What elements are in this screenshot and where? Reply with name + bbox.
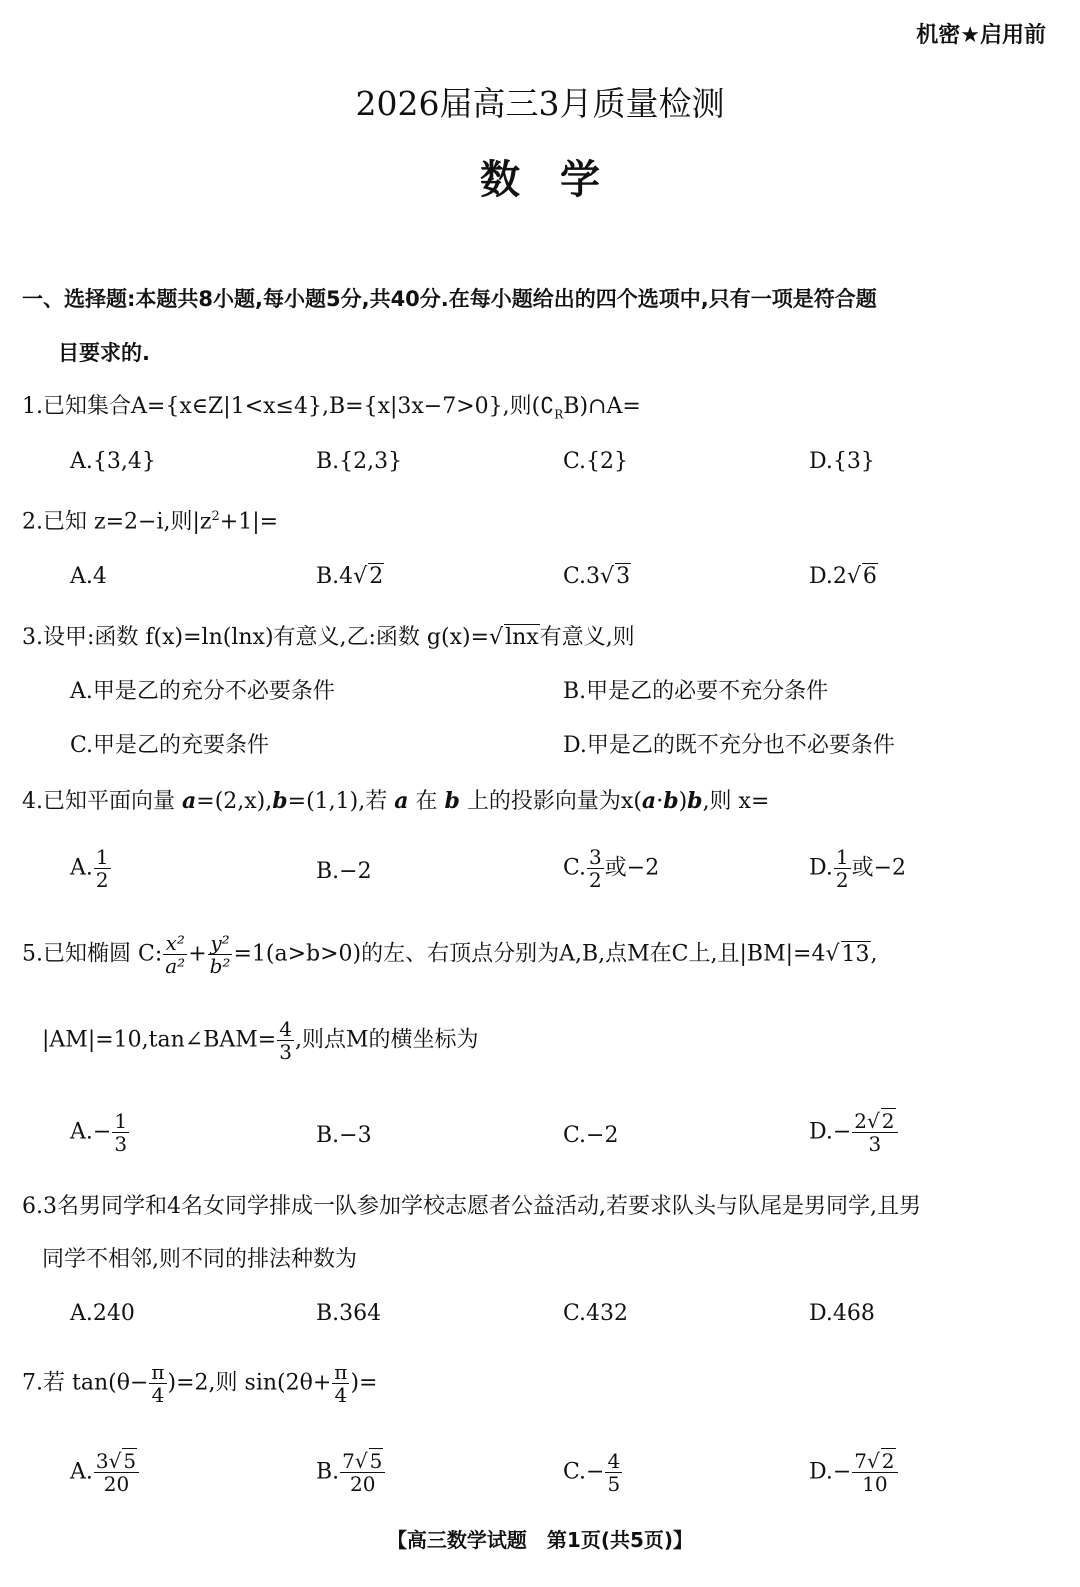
q7-d-num: 7√ 2 <box>852 1450 897 1473</box>
q4-option-d <box>809 846 906 891</box>
q5-stem-b: =1(a>b>0)的左、右顶点分别为A,B,点M在C上,且|BM|=4 <box>233 941 826 967</box>
q7-b-num-pre: 7 <box>342 1449 355 1473</box>
q1-tail: B)∩A= <box>563 394 641 419</box>
q4-option-a <box>70 846 112 891</box>
q1-option-d: D.{3} <box>809 449 875 474</box>
q5-option-c: C.−2 <box>563 1123 619 1148</box>
q5-f1-den: a² <box>165 954 186 978</box>
q7-stem-b: )=2,则 sin(2θ+ <box>167 1370 332 1396</box>
q7-b-num: 7√ 5 <box>340 1450 385 1473</box>
q5-line2-b: ,则点M的横坐标为 <box>294 1027 479 1053</box>
q4-stem-e: 上的投影向量为x( <box>466 789 642 814</box>
q1-option-c: C.{2} <box>563 449 629 474</box>
q2-option-d: D.2√6 <box>809 564 877 589</box>
q2-stem <box>22 502 278 537</box>
q7-a-den: 20 <box>103 1472 130 1496</box>
q4-c-num: 3 <box>589 845 602 869</box>
q4-stem <box>22 786 769 817</box>
q7-b-num-rad: 5 <box>369 1449 383 1473</box>
q5-stem-line2 <box>42 1018 479 1063</box>
q7-a-num: 3√ 5 <box>94 1450 139 1473</box>
q5-a-frac <box>112 1110 129 1155</box>
q5-d-num: 2√ 2 <box>852 1110 897 1133</box>
q3-stem: 3.设甲:函数 f(x)=ln(lnx)有意义,乙:函数 g(x)=√lnx有意义,则 <box>22 625 635 650</box>
q3-option-c: C.甲是乙的充要条件 <box>70 733 270 758</box>
q5-f2-num: y² <box>208 932 233 955</box>
q3-stem-a: 3.设甲:函数 f(x)=ln(lnx)有意义,乙:函数 g(x)= <box>22 625 490 650</box>
q5-line2-a: |AM|=10,tan∠BAM= <box>42 1027 277 1053</box>
page-footer: 【高三数学试题 第1页(共5页)】 <box>386 1528 694 1552</box>
q5-f3-den: 3 <box>279 1040 292 1064</box>
q7-option-b <box>316 1450 386 1495</box>
q5-stem-c: , <box>870 941 878 967</box>
q7-a-label: A. <box>70 1459 93 1485</box>
q6-option-c: C.432 <box>563 1301 629 1326</box>
q4-vec-a2: a <box>394 788 409 814</box>
q7-frac2 <box>332 1361 349 1406</box>
q5-f3-num: 4 <box>279 1017 292 1041</box>
q4-d-frac <box>834 846 851 891</box>
q2-b-pre: B.4 <box>316 564 354 589</box>
q7-c-label: C.− <box>563 1459 605 1485</box>
section-heading-cont: 目要求的. <box>58 341 150 365</box>
q1-sub-r: R <box>554 407 564 422</box>
q2-c-pre: C.3 <box>563 564 601 589</box>
q2-stem-b: +1|= <box>219 509 279 535</box>
q5-f2-den: b² <box>209 954 231 978</box>
q7-c-frac <box>605 1450 622 1495</box>
q7-f2-den: 4 <box>334 1383 348 1407</box>
q4-stem-a: 4.已知平面向量 <box>22 789 175 814</box>
q4-vec-a: a <box>182 788 197 814</box>
q4-c-frac <box>587 846 604 891</box>
q7-frac1 <box>149 1361 166 1406</box>
q4-stem-g: ) <box>678 789 688 814</box>
q4-stem-c: =(1,1),若 <box>287 789 388 814</box>
q6-option-d: D.468 <box>809 1301 875 1326</box>
q4-d-label: D. <box>809 855 833 881</box>
q5-a-label: A.− <box>70 1119 112 1145</box>
q4-vec-b2: b <box>444 788 460 814</box>
q5-frac1 <box>163 932 187 977</box>
q7-b-den: 20 <box>350 1472 376 1496</box>
q2-d-pre: D.2 <box>809 564 847 589</box>
q5-d-num-pre: 2 <box>854 1109 868 1133</box>
q5-frac2 <box>208 932 233 977</box>
q5-stem-a: 5.已知椭圆 C: <box>22 941 163 967</box>
q4-c-den: 2 <box>589 868 602 892</box>
q4-stem-f: · <box>656 789 664 814</box>
q7-d-label: D.− <box>809 1459 852 1485</box>
q5-option-b: B.−3 <box>316 1123 372 1148</box>
q2-option-c: C.3√3 <box>563 564 631 589</box>
q6-stem-line1: 6.3名男同学和4名女同学排成一队参加学校志愿者公益活动,若要求队头与队尾是男同学,且男 <box>22 1194 921 1219</box>
q7-b-label: B. <box>316 1459 340 1485</box>
q7-a-frac <box>94 1450 139 1495</box>
q5-f1-num: x² <box>163 932 187 955</box>
q7-f1-den: 4 <box>151 1383 165 1407</box>
q4-option-b: B.−2 <box>316 859 372 884</box>
q7-f1-num: π <box>151 1360 165 1384</box>
q4-d-num: 1 <box>835 845 849 869</box>
q5-a-num: 1 <box>114 1109 128 1133</box>
q7-d-den: 10 <box>862 1472 888 1496</box>
q4-stem-h: ,则 x= <box>702 789 770 814</box>
q4-vec-b3: b <box>663 788 679 814</box>
q4-c-tail: 或−2 <box>604 855 660 881</box>
q7-d-num-pre: 7 <box>854 1449 868 1473</box>
confidential-mark: 机密★启用前 <box>916 23 1046 48</box>
q4-stem-b: =(2,x), <box>196 789 273 814</box>
q2-b-rad: 2 <box>369 564 384 589</box>
q7-option-c <box>563 1450 623 1495</box>
q1-option-b: B.{2,3} <box>316 449 403 474</box>
q4-a-label: A. <box>70 855 93 881</box>
q4-d-den: 2 <box>835 868 849 892</box>
q7-f2-num: π <box>334 1360 348 1384</box>
q1-stem <box>22 392 641 429</box>
q3-rad: lnx <box>505 625 539 650</box>
q1-option-a: A.{3,4} <box>70 449 156 474</box>
q3-option-a: A.甲是乙的充分不必要条件 <box>70 679 335 704</box>
q4-c-label: C. <box>563 855 587 881</box>
q1-prefix: 1.已知集合 <box>22 394 131 419</box>
q2-option-a: A.4 <box>70 564 107 589</box>
q7-d-frac <box>852 1450 897 1495</box>
q5-d-label: D.− <box>809 1119 852 1145</box>
q5-stem-line1: 5.已知椭圆 C: $\frac{\text{x²}}{\text{a²}}$ + $\frac{\text{y²}}{\text{b²}}$ =1(a>b>0)的左、右顶点分别为A,B,点M在C上,且|BM|=4√13, <box>22 931 878 978</box>
q2-d-rad: 6 <box>862 564 877 589</box>
q4-vec-b: b <box>272 788 288 814</box>
subject-title: 数 学 <box>480 157 600 203</box>
q2-sup: 2 <box>211 509 220 524</box>
q6-option-a: A.240 <box>70 1301 135 1326</box>
q7-option-a <box>70 1450 140 1495</box>
q7-option-d <box>809 1450 899 1495</box>
q4-vec-a3: a <box>641 788 657 814</box>
q3-stem-b: 有意义,则 <box>539 625 635 650</box>
q4-a-num: 1 <box>95 845 109 869</box>
q5-rad: 13 <box>841 941 870 967</box>
q4-a-den: 2 <box>95 868 109 892</box>
q5-option-d <box>809 1110 899 1155</box>
q7-a-num-pre: 3 <box>95 1449 109 1473</box>
q2-c-rad: 3 <box>616 564 631 589</box>
q7-c-den: 5 <box>607 1472 621 1496</box>
q5-d-frac <box>852 1110 897 1155</box>
q5-option-a <box>70 1110 130 1155</box>
q2-stem-a: 2.已知 z=2−i,则|z <box>22 509 212 535</box>
q4-vec-b4: b <box>687 788 703 814</box>
q5-d-num-rad: 2 <box>881 1109 895 1133</box>
q5-a-den: 3 <box>114 1132 128 1156</box>
q7-stem-a: 7.若 tan(θ− <box>22 1370 149 1396</box>
q3-option-d: D.甲是乙的既不充分也不必要条件 <box>563 733 895 758</box>
q7-stem <box>22 1361 377 1406</box>
exam-title: 2026届高三3月质量检测 <box>355 84 725 123</box>
q6-option-b: B.364 <box>316 1301 382 1326</box>
q6-stem-line2: 同学不相邻,则不同的排法种数为 <box>42 1247 357 1272</box>
q7-c-num: 4 <box>607 1449 621 1473</box>
q7-a-num-rad: 5 <box>123 1449 137 1473</box>
q7-b-frac <box>340 1450 385 1495</box>
q4-stem-d: 在 <box>415 789 438 814</box>
q2-option-b: B.4√2 <box>316 564 384 589</box>
q7-stem-c: )= <box>350 1370 378 1396</box>
q5-d-den: 3 <box>868 1132 882 1156</box>
q5-frac3 <box>277 1018 294 1063</box>
q4-a-frac <box>94 846 111 891</box>
q5-plus: + <box>188 941 207 967</box>
q3-option-b: B.甲是乙的必要不充分条件 <box>563 679 829 704</box>
q7-d-num-rad: 2 <box>881 1449 895 1473</box>
q4-d-tail: 或−2 <box>851 855 907 881</box>
q4-option-c <box>563 846 659 891</box>
section-heading: 一、选择题:本题共8小题,每小题5分,共40分.在每小题给出的四个选项中,只有一项是符合题 <box>22 287 877 311</box>
q1-sets: A={x∈Z|1<x≤4},B={x|3x−7>0},则(∁ <box>131 394 555 419</box>
